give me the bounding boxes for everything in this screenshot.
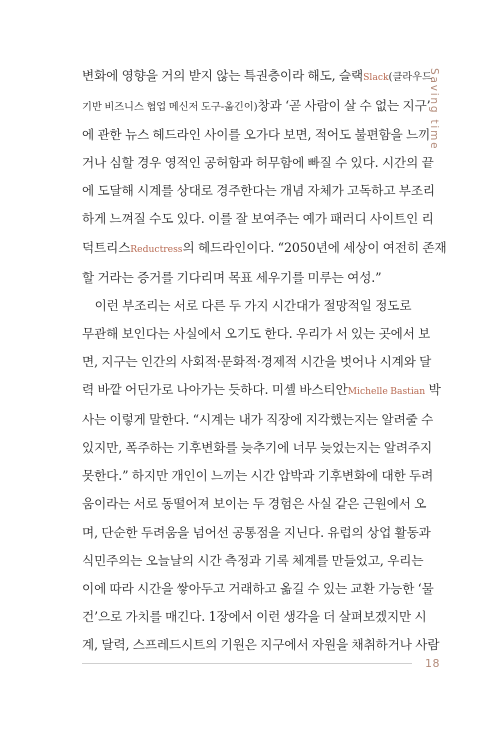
paragraph-2 — [82, 292, 441, 659]
english-term: Michelle Bastian — [347, 386, 426, 398]
text-line: 력 바깥 어딘가로 나아가는 듯하다. 미셸 바스티안Michelle Bastian 박 — [82, 382, 441, 398]
text-line: 기반 비즈니스 협업 메신저 도구-옮긴이)창과 ‘곧 사람이 살 수 없는 지구’ — [82, 98, 431, 114]
english-term: Slack — [363, 72, 389, 83]
text-line: 식민주의는 오늘날의 시간 측정과 기록 체계를 만들었고, 우리는 — [82, 552, 424, 568]
text-line: 면, 지구는 인간의 사회적·문화적·경제적 시간을 벗어나 시계와 달 — [82, 353, 432, 369]
translator-note: 기반 비즈니스 협업 메신저 도구-옮긴이) — [82, 101, 258, 114]
text-line: 계, 달력, 스프레드시트의 기원은 지구에서 자원을 채취하거나 사람 — [82, 636, 440, 652]
text-line: 거나 심할 경우 영적인 공허함과 허무함에 빠질 수 있다. 시간의 끝 — [82, 155, 434, 171]
text-line: 이에 따라 시간을 쌓아두고 거래하고 옮길 수 있는 교환 가능한 ‘물 — [82, 580, 434, 596]
text-line: 사는 이렇게 말한다. “시계는 내가 직장에 지각했는지는 알려줄 수 — [82, 412, 434, 428]
text-line: 덕트리스Reductress의 헤드라인이다. “2050년에 세상이 여전히 존재 — [82, 239, 447, 255]
text-line: 에 관한 뉴스 헤드라인 사이를 오가다 보면, 적어도 불편함을 느끼 — [82, 127, 431, 143]
text-line: 못한다.” 하지만 개인이 느끼는 시간 압박과 기후변화에 대한 두려 — [82, 468, 434, 484]
text-line: 이런 부조리는 서로 다른 두 가지 시간대가 절망적일 정도로 — [94, 297, 412, 313]
text-line: 움이라는 서로 동떨어져 보이는 두 경험은 사실 같은 근원에서 오 — [82, 496, 427, 512]
text-line: 며, 단순한 두려움을 넘어선 공통점을 지닌다. 유럽의 상업 활동과 — [82, 524, 431, 540]
text-line: 할 거라는 증거를 기다리며 목표 세우기를 미루는 여성.” — [82, 269, 382, 285]
page-number: 18 — [425, 657, 440, 670]
text-line: 건’으로 가치를 매긴다. 1장에서 이런 생각을 더 살펴보겠지만 시 — [82, 608, 427, 624]
running-head: Saving time — [428, 68, 440, 151]
text-line: 무관해 보인다는 사실에서 오기도 한다. 우리가 서 있는 곳에서 보 — [82, 325, 431, 341]
english-term: Reductress — [130, 243, 183, 255]
text-line: 에 도달해 시계를 상대로 경주한다는 개념 자체가 고독하고 부조리 — [82, 183, 435, 199]
footer-divider — [82, 663, 412, 664]
text-line: 하게 느껴질 수도 있다. 이를 잘 보여주는 예가 패러디 사이트인 리 — [82, 211, 434, 227]
text-line: 있지만, 폭주하는 기후변화를 늦추기에 너무 늦었는지는 알려주지 — [82, 440, 433, 456]
text-line: 변화에 영향을 거의 받지 않는 특권층이라 해도, 슬랙Slack(클라우드 — [82, 68, 432, 83]
